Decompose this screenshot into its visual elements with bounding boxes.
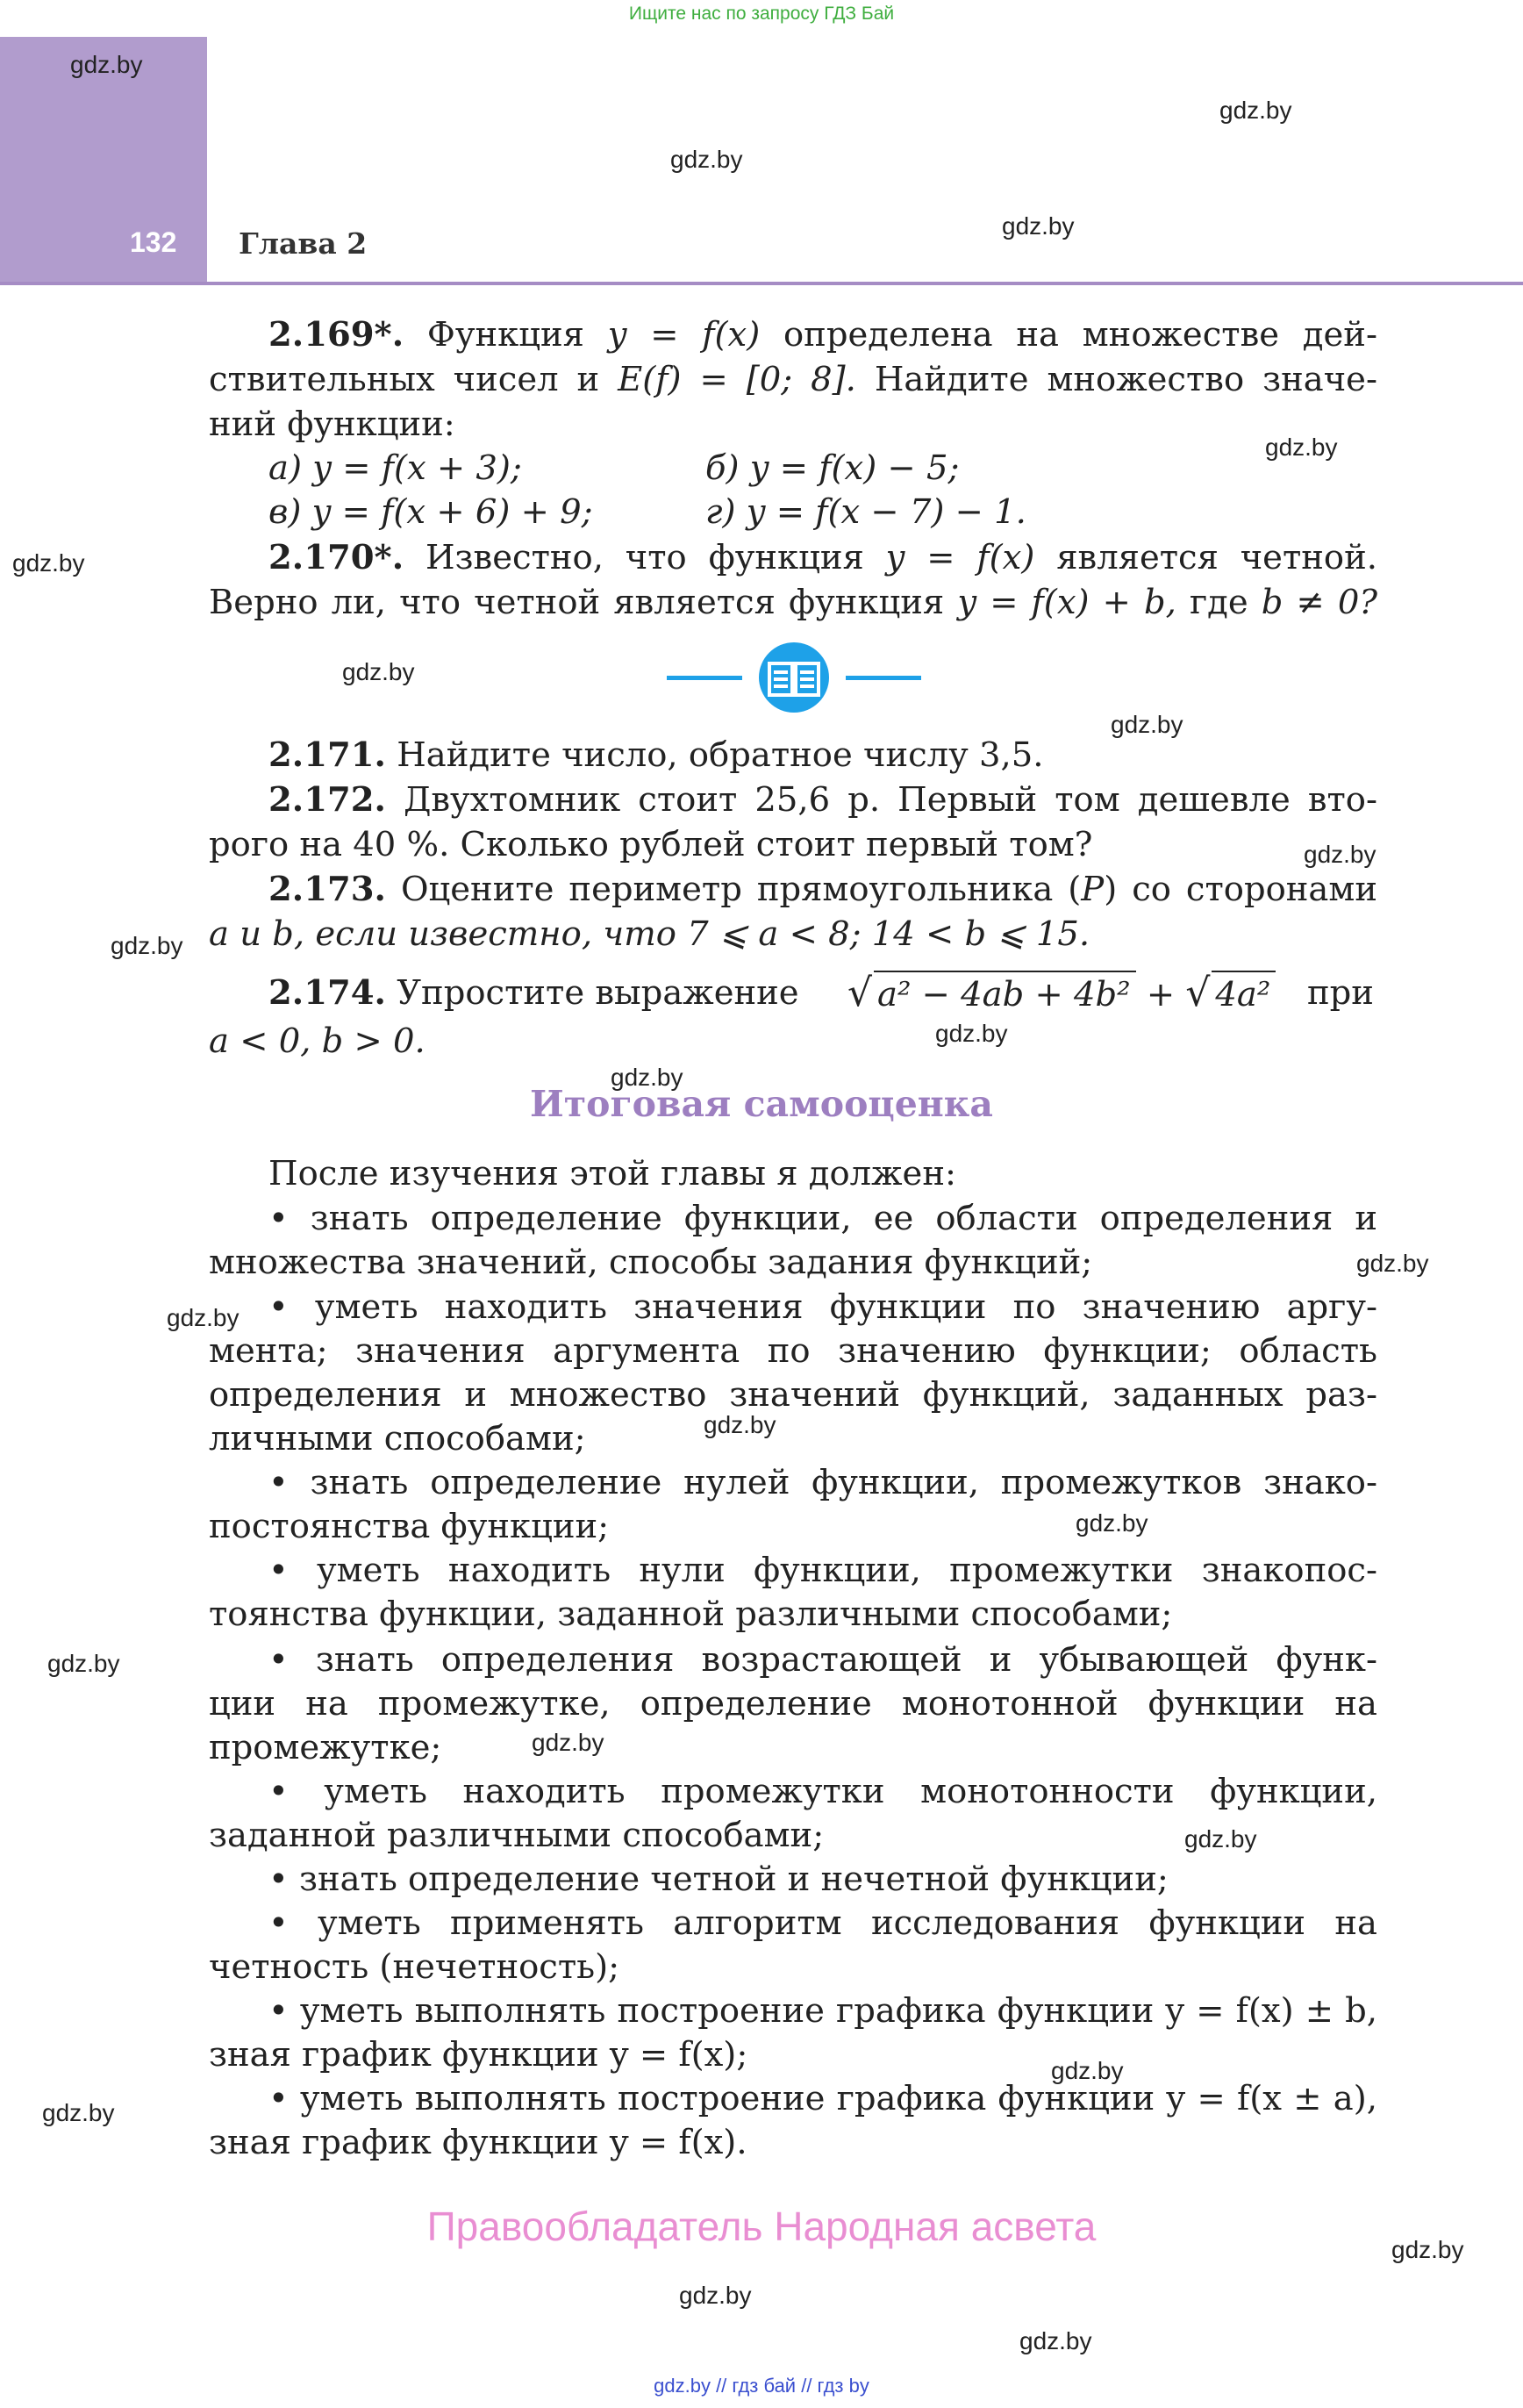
watermark: gdz.by <box>42 2099 115 2126</box>
section-title: Итоговая самооценка <box>530 1083 993 1125</box>
problem-2-174-pri: при <box>1307 973 1374 1013</box>
problem-2-174-expression: √ a² − 4ab + 4b² + √ 4a² <box>847 971 1260 1017</box>
page-number: 132 <box>130 226 177 258</box>
watermark: gdz.by <box>111 932 183 959</box>
watermark: gdz.by <box>12 549 85 577</box>
problem-2-170-line-2: Верно ли, что четной является функция y = f(x) + b, где b ≠ 0? <box>209 583 1378 622</box>
watermark: gdz.by <box>1219 97 1292 124</box>
problem-2-173-line-2: a и b, если известно, что 7 ⩽ a < 8; 14 < b ⩽ 15. <box>209 914 1090 954</box>
book-icon <box>667 641 921 714</box>
problem-2-169-option-b: б) y = f(x) − 5; <box>705 448 960 488</box>
self-assessment-line: • уметь выполнять построение графика функции y = f(x ± a), <box>268 2079 1377 2118</box>
sqrt-1: √ a² − 4ab + 4b² <box>847 971 1136 1017</box>
problem-2-169-option-d: г) y = f(x − 7) − 1. <box>705 492 1026 532</box>
problem-2-169-line-2: ствительных чисел и E(f) = [0; 8]. Найдите множество значе- <box>209 360 1377 399</box>
problem-2-170-line-1: 2.170*. Известно, что функция y = f(x) является четной. <box>268 538 1377 577</box>
watermark: gdz.by <box>1184 1825 1257 1853</box>
watermark: gdz.by <box>1051 2057 1124 2084</box>
problem-2-171: 2.171. Найдите число, обратное числу 3,5. <box>268 735 1044 775</box>
watermark: gdz.by <box>704 1411 776 1438</box>
watermark: gdz.by <box>1019 2327 1092 2354</box>
watermark: gdz.by <box>342 658 415 685</box>
watermark: gdz.by <box>611 1064 683 1091</box>
watermark: gdz.by <box>1265 434 1338 461</box>
self-assessment-line: • знать определение четной и нечетной функции; <box>268 1860 1169 1899</box>
watermark: gdz.by <box>1002 212 1075 240</box>
chapter-title: Глава 2 <box>239 226 368 261</box>
self-assessment-line: • уметь выполнять построение графика функции y = f(x) ± b, <box>268 1991 1377 2031</box>
self-assessment-line: • знать определения возрастающей и убывающей функ- <box>268 1640 1377 1680</box>
self-assessment-line: четность (нечетность); <box>209 1947 620 1987</box>
self-assessment-line: • уметь применять алгоритм исследования функции на <box>268 1903 1377 1943</box>
self-assessment-line: промежутке; <box>209 1728 442 1767</box>
watermark: gdz.by <box>1356 1250 1429 1277</box>
self-assessment-line: личными способами; <box>209 1419 586 1458</box>
copyright-owner: Правообладатель Народная асвета <box>426 2204 1097 2249</box>
self-assessment-line: зная график функции y = f(x). <box>209 2123 747 2162</box>
self-assessment-line: зная график функции y = f(x); <box>209 2035 748 2075</box>
footer-links[interactable]: gdz.by // гдз бай // гдз by <box>654 2375 869 2397</box>
watermark: gdz.by <box>679 2282 752 2309</box>
problem-2-169-option-c: в) y = f(x + 6) + 9; <box>268 492 593 532</box>
self-assessment-line: тоянства функции, заданной различными способами; <box>209 1595 1173 1634</box>
watermark: gdz.by <box>167 1304 240 1331</box>
watermark: gdz.by <box>70 51 143 78</box>
self-assessment-line: • уметь находить значения функции по значению аргу- <box>268 1287 1377 1327</box>
self-assessment-intro: После изучения этой главы я должен: <box>268 1154 956 1193</box>
problem-2-169-line-1: 2.169*. Функция y = f(x) определена на множестве дей- <box>268 315 1377 355</box>
watermark: gdz.by <box>1076 1509 1148 1537</box>
watermark: gdz.by <box>1111 711 1183 738</box>
problem-2-169-option-a: а) y = f(x + 3); <box>268 448 522 488</box>
self-assessment-line: определения и множество значений функций, заданных раз- <box>209 1375 1377 1415</box>
watermark: gdz.by <box>1391 2236 1464 2263</box>
header-divider <box>0 282 1523 285</box>
watermark: gdz.by <box>532 1729 604 1756</box>
self-assessment-line: • уметь находить нули функции, промежутки знакопос- <box>268 1551 1377 1590</box>
problem-2-172-line-1: 2.172. Двухтомник стоит 25,6 р. Первый том дешевле вто- <box>268 780 1377 820</box>
problem-2-169-line-3: ний функции: <box>209 405 455 444</box>
self-assessment-line: • знать определение нулей функции, промежутков знако- <box>268 1463 1377 1502</box>
self-assessment-line: ции на промежутке, определение монотонной функции на <box>209 1684 1377 1724</box>
self-assessment-line: множества значений, способы задания функций; <box>209 1243 1093 1282</box>
problem-2-174-line-1: 2.174. Упростите выражение <box>268 973 799 1013</box>
problem-2-172-line-2: рого на 40 %. Сколько рублей стоит первый том? <box>209 825 1093 864</box>
watermark: gdz.by <box>670 146 743 173</box>
watermark: gdz.by <box>1304 841 1376 868</box>
watermark: gdz.by <box>935 1020 1008 1047</box>
problem-2-174-line-2: a < 0, b > 0. <box>209 1021 425 1061</box>
top-banner[interactable]: Ищите нас по запросу ГДЗ Бай <box>628 4 895 24</box>
self-assessment-line: заданной различными способами; <box>209 1816 825 1855</box>
self-assessment-line: постоянства функции; <box>209 1507 610 1546</box>
problem-2-173-line-1: 2.173. Оцените периметр прямоугольника (P) со сторонами <box>268 870 1377 909</box>
self-assessment-line: • уметь находить промежутки монотонности функции, <box>268 1772 1377 1811</box>
sqrt-2: √ 4a² <box>1185 971 1276 1017</box>
self-assessment-line: мента; значения аргумента по значению функции; область <box>209 1331 1377 1371</box>
watermark: gdz.by <box>47 1650 120 1677</box>
self-assessment-line: • знать определение функции, ее области определения и <box>268 1199 1377 1238</box>
